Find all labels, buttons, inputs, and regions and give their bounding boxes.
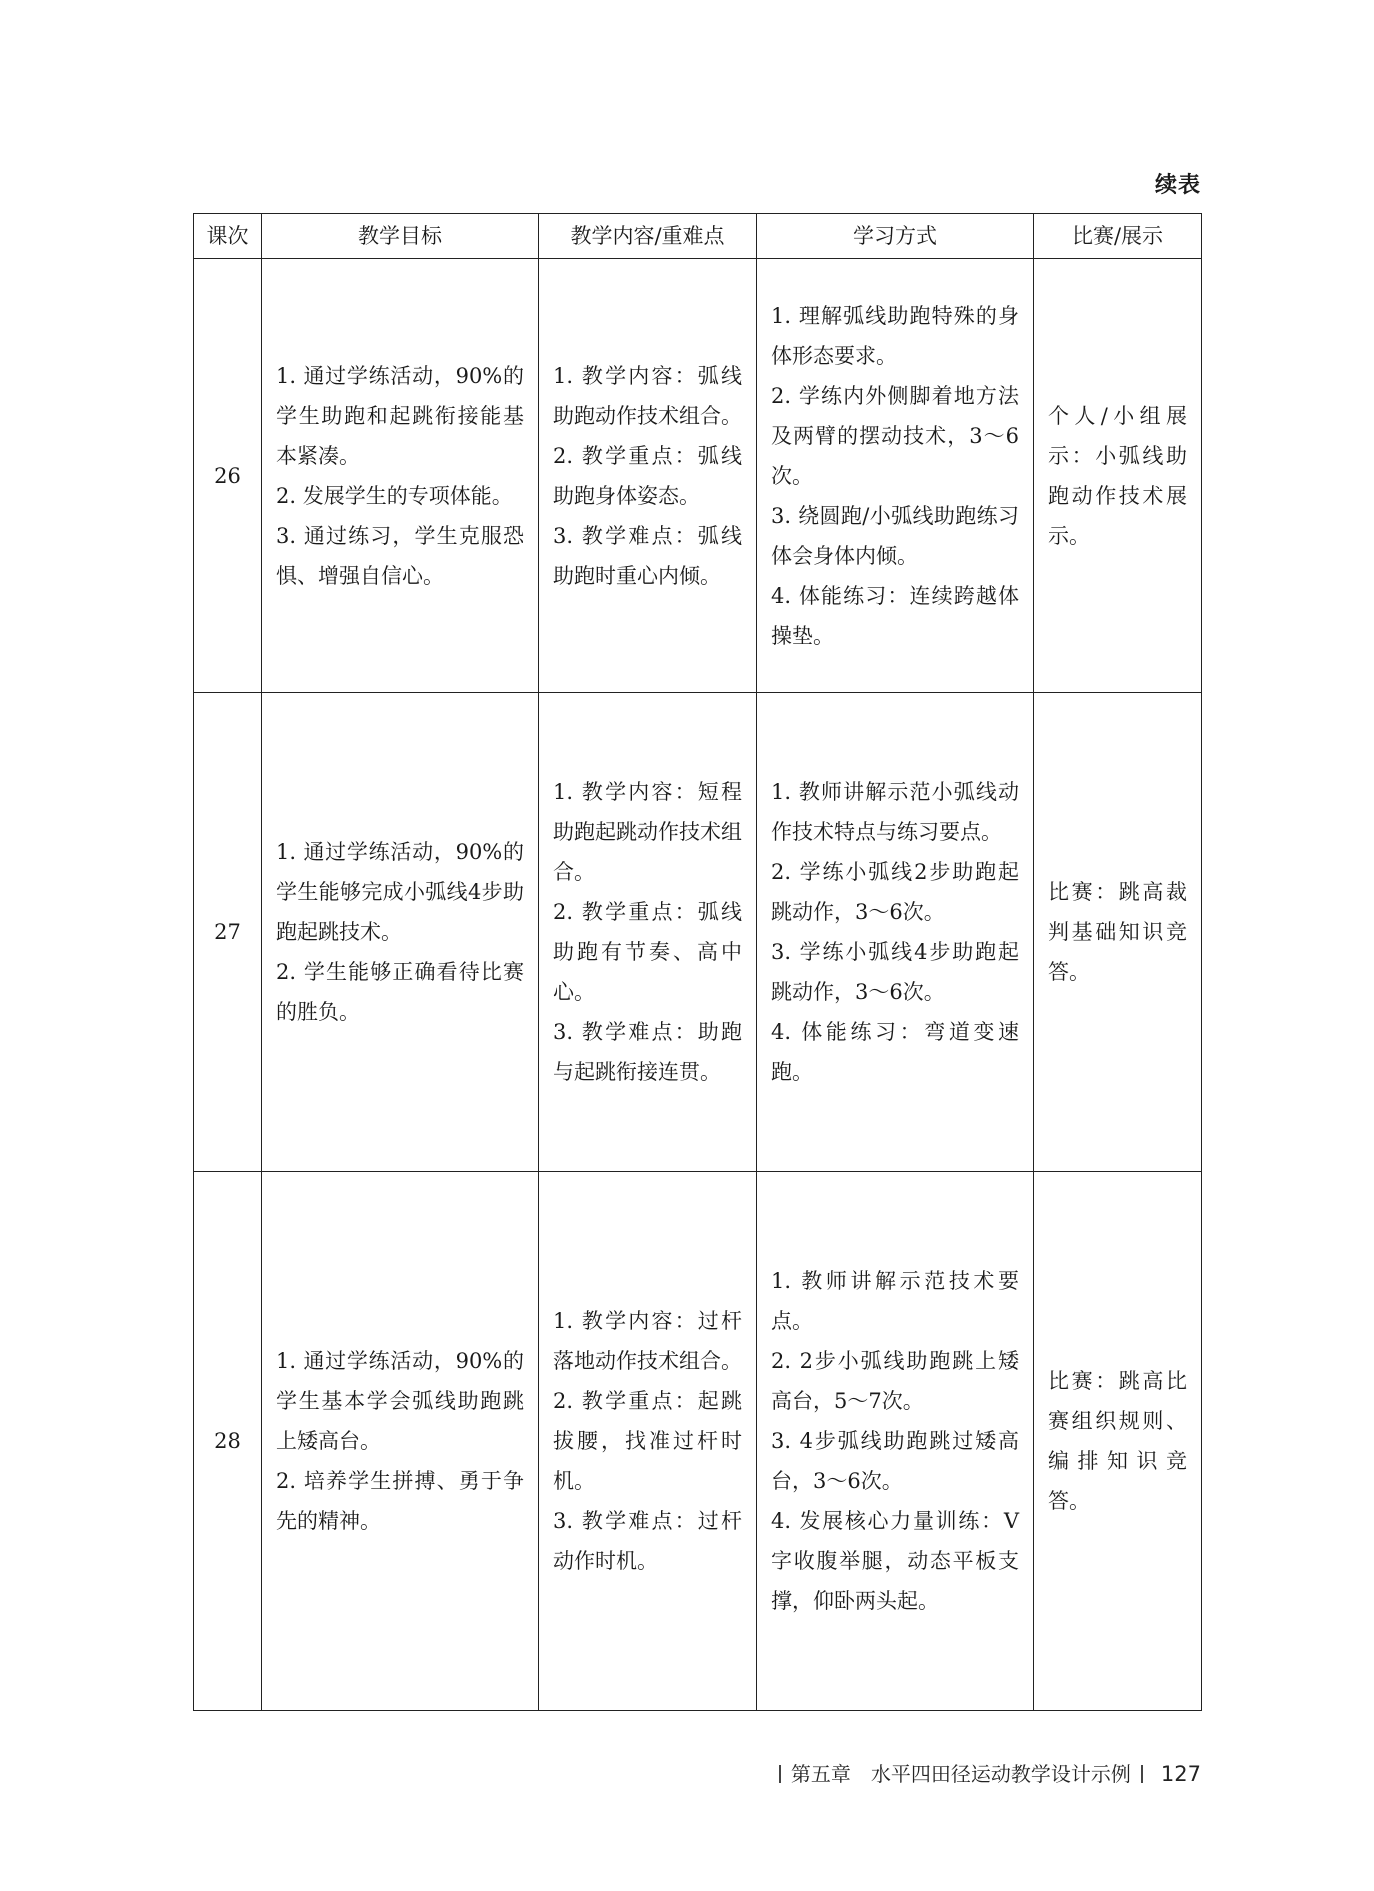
method-item: 1. 教师讲解示范技术要点。 bbox=[771, 1269, 1019, 1333]
method-item: 3. 绕圆跑/小弧线助跑练习体会身体内倾。 bbox=[771, 503, 1019, 568]
goal-item: 2. 发展学生的专项体能。 bbox=[276, 483, 513, 508]
footer-divider bbox=[1141, 1765, 1143, 1783]
goal-item: 2. 培养学生拼搏、勇于争先的精神。 bbox=[276, 1469, 524, 1533]
table-row bbox=[194, 259, 1202, 693]
competition-item: 比赛：跳高比赛组织规则、编排知识竞答。 bbox=[1048, 1369, 1187, 1513]
method-item: 3. 学练小弧线4步助跑起跳动作，3～6次。 bbox=[771, 940, 1019, 1004]
footer-divider bbox=[779, 1765, 781, 1783]
competition-item: 比赛：跳高裁判基础知识竞答。 bbox=[1048, 880, 1187, 984]
header-competition: 比赛/展示 bbox=[1034, 214, 1202, 259]
goal-item: 1. 通过学练活动，90%的学生助跑和起跳衔接能基本紧凑。 bbox=[276, 363, 524, 468]
lesson-number: 26 bbox=[194, 259, 262, 693]
table-row bbox=[194, 1172, 1202, 1711]
table-row bbox=[194, 693, 1202, 1172]
content-item: 3. 教学难点：助跑与起跳衔接连贯。 bbox=[553, 1020, 742, 1084]
competition-cell bbox=[1034, 1172, 1202, 1711]
method-item: 1. 理解弧线助跑特殊的身体形态要求。 bbox=[771, 303, 1019, 368]
content-item: 1. 教学内容：过杆落地动作技术组合。 bbox=[553, 1309, 742, 1373]
footer-chapter-title: 第五章 水平四田径运动教学设计示例 bbox=[790, 1762, 1131, 1786]
competition-item: 个人/小组展示：小弧线助跑动作技术展示。 bbox=[1048, 403, 1187, 548]
goal-item: 1. 通过学练活动，90%的学生基本学会弧线助跑跳上矮高台。 bbox=[276, 1349, 524, 1453]
header-goals: 教学目标 bbox=[262, 214, 539, 259]
content-item: 1. 教学内容：弧线助跑动作技术组合。 bbox=[553, 363, 742, 428]
content-item: 3. 教学难点：过杆动作时机。 bbox=[553, 1509, 742, 1573]
lesson-plan-table bbox=[193, 213, 1202, 1711]
content-cell bbox=[539, 259, 757, 693]
content-cell bbox=[539, 693, 757, 1172]
content-item: 2. 教学重点：起跳拔腰，找准过杆时机。 bbox=[553, 1389, 742, 1493]
continued-label: 续表 bbox=[1154, 173, 1201, 198]
page-number: 127 bbox=[1160, 1762, 1201, 1786]
method-item: 4. 体能练习：连续跨越体操垫。 bbox=[771, 583, 1019, 648]
competition-cell bbox=[1034, 259, 1202, 693]
goals-cell bbox=[262, 259, 539, 693]
goal-item: 3. 通过练习，学生克服恐惧、增强自信心。 bbox=[276, 523, 524, 588]
method-item: 1. 教师讲解示范小弧线动作技术特点与练习要点。 bbox=[771, 780, 1019, 844]
goals-cell bbox=[262, 693, 539, 1172]
content-item: 3. 教学难点：弧线助跑时重心内倾。 bbox=[553, 523, 742, 588]
content-item: 2. 教学重点：弧线助跑身体姿态。 bbox=[553, 443, 742, 508]
content-item: 2. 教学重点：弧线助跑有节奏、高中心。 bbox=[553, 900, 742, 1004]
content-cell bbox=[539, 1172, 757, 1711]
method-item: 4. 体能练习：弯道变速跑。 bbox=[771, 1020, 1019, 1084]
content-item: 1. 教学内容：短程助跑起跳动作技术组合。 bbox=[553, 780, 742, 884]
header-methods: 学习方式 bbox=[757, 214, 1034, 259]
page-footer bbox=[769, 1758, 1201, 1787]
lesson-number: 27 bbox=[194, 693, 262, 1172]
method-item: 2. 学练小弧线2步助跑起跳动作，3～6次。 bbox=[771, 860, 1019, 924]
method-item: 3. 4步弧线助跑跳过矮高台，3～6次。 bbox=[771, 1429, 1019, 1493]
goal-item: 1. 通过学练活动，90%的学生能够完成小弧线4步助跑起跳技术。 bbox=[276, 840, 524, 944]
methods-cell bbox=[757, 1172, 1034, 1711]
header-content: 教学内容/重难点 bbox=[539, 214, 757, 259]
method-item: 2. 2步小弧线助跑跳上矮高台，5～7次。 bbox=[771, 1349, 1019, 1413]
lesson-number: 28 bbox=[194, 1172, 262, 1711]
header-lesson: 课次 bbox=[194, 214, 262, 259]
method-item: 4. 发展核心力量训练：V字收腹举腿，动态平板支撑，仰卧两头起。 bbox=[771, 1509, 1019, 1613]
methods-cell bbox=[757, 259, 1034, 693]
table-header-row bbox=[194, 214, 1202, 259]
methods-cell bbox=[757, 693, 1034, 1172]
goal-item: 2. 学生能够正确看待比赛的胜负。 bbox=[276, 960, 524, 1024]
competition-cell bbox=[1034, 693, 1202, 1172]
method-item: 2. 学练内外侧脚着地方法及两臂的摆动技术，3～6次。 bbox=[771, 383, 1019, 488]
goals-cell bbox=[262, 1172, 539, 1711]
